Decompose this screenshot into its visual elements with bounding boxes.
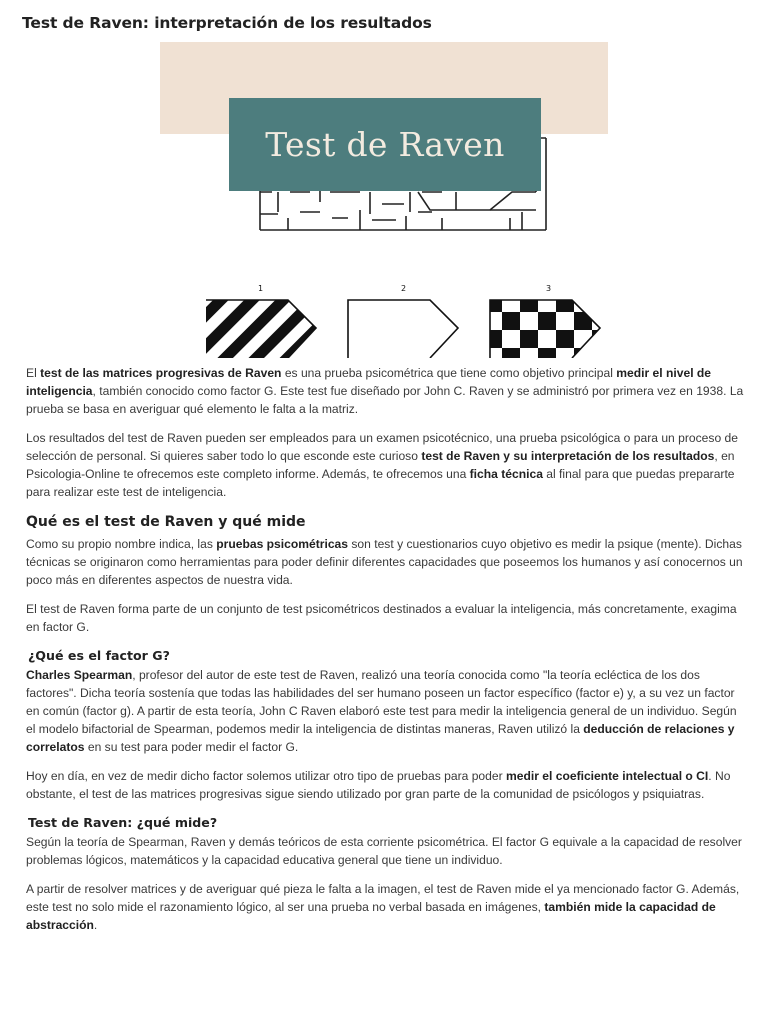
hero-banner (229, 98, 541, 191)
bold-text: también mide la capacidad de abstracción (26, 900, 716, 932)
hero-image (160, 42, 608, 358)
page-title: Test de Raven: interpretación de los resultados (22, 14, 432, 32)
paragraph-intro: El test de las matrices progresivas de Raven es una prueba psicométrica que tiene como objetivo principal medir el nivel de inteligencia, también conocido como factor G. Este test fue diseñado por John C. Raven y se administró por primera vez en 1938. La prueba se basa en averiguar qué elemento le falta a la matriz. (26, 366, 744, 416)
paragraph-psychometric: Como su propio nombre indica, las pruebas psicométricas son test y cuestionarios cuyo objetivo es medir la psique (mente). Dichas técnicas se originaron como herramientas para poder definir diferentes capacidades que poseemos los humanos y así conocernos un poco más en diferentes aspectos de nuestra vida. (26, 537, 743, 587)
bold-text: Charles Spearman (26, 668, 133, 682)
paragraph-abstraction: A partir de resolver matrices y de averiguar qué pieza le falta a la imagen, el test de Raven mide el ya mencionado factor G. Además, este test no solo mide el razonamiento lógico, al ser una prueba no verbal basada en imágenes, también mide la capacidad de abstracción. (26, 882, 740, 932)
bold-text: pruebas psicométricas (216, 537, 348, 551)
bold-text: test de Raven y su interpretación de los resultados (421, 449, 715, 463)
hero-banner-text: Test de Raven (265, 125, 505, 164)
bold-text: medir el coeficiente intelectual o CI (505, 769, 709, 783)
bold-text: medir el nivel de inteligencia (26, 366, 712, 398)
subheading-factor-g: ¿Qué es el factor G? (28, 648, 170, 663)
option-shape-checkered (490, 300, 608, 358)
option-number-1: 1 (258, 284, 264, 293)
paragraph-factor-g-intro: El test de Raven forma parte de un conjunto de test psicométricos destinados a evaluar la inteligencia, más concretamente, exagima en factor G. (26, 602, 737, 634)
paragraph-results: Los resultados del test de Raven pueden ser empleados para un examen psicotécnico, una prueba psicológica o para un proceso de selección de personal. Si quieres saber todo lo que esconde este curioso test de Raven y su interpretación de los resultados, en Psicologia-Online te ofrecemos este completo informe. Además, te ofrecemos una ficha técnica al final para que puedas prepararte para realizar este test de inteligencia. (26, 431, 738, 499)
option-shape-blank (348, 300, 458, 358)
option-shape-striped (200, 294, 330, 358)
option-number-3: 3 (546, 284, 552, 293)
option-number-2: 2 (401, 284, 407, 293)
bold-text: ficha técnica (469, 467, 543, 481)
bold-text: test de las matrices progresivas de Raven (40, 366, 282, 380)
paragraph-spearman: Charles Spearman, profesor del autor de este test de Raven, realizó una teoría conocida como "la teoría ecléctica de los dos factores". Dicha teoría sostenía que todas las habilidades del ser humano poseen un factor específico (factor e) y, a su vez un factor en común (factor g). A partir de esta teoría, John C Raven elaboró este test para medir la inteligencia general de un individuo. Según el modelo bifactorial de Spearman, podemos medir la inteligencia de distintas maneras, Raven utilizó la deducción de relaciones y correlatos en su test para poder medir el factor G. (26, 668, 737, 754)
section-heading-what-is: Qué es el test de Raven y qué mide (26, 514, 306, 530)
bold-text: deducción de relaciones y correlatos (26, 722, 735, 754)
raven-matrix-illustration (160, 42, 608, 358)
paragraph-spearman-theory: Según la teoría de Spearman, Raven y demás teóricos de esta corriente psicométrica. El factor G equivale a la capacidad de resolver problemas lógicos, matemáticos y la capacidad educativa general que tiene un individuo. (26, 835, 742, 867)
paragraph-ci: Hoy en día, en vez de medir dicho factor solemos utilizar otro tipo de pruebas para poder medir el coeficiente intelectual o CI. No obstante, el test de las matrices progresivas sigue siendo utilizado por gran parte de la comunidad de psicólogos y psiquiatras. (26, 769, 731, 801)
article-body (26, 364, 744, 945)
subheading-what-measures: Test de Raven: ¿qué mide? (28, 815, 218, 830)
